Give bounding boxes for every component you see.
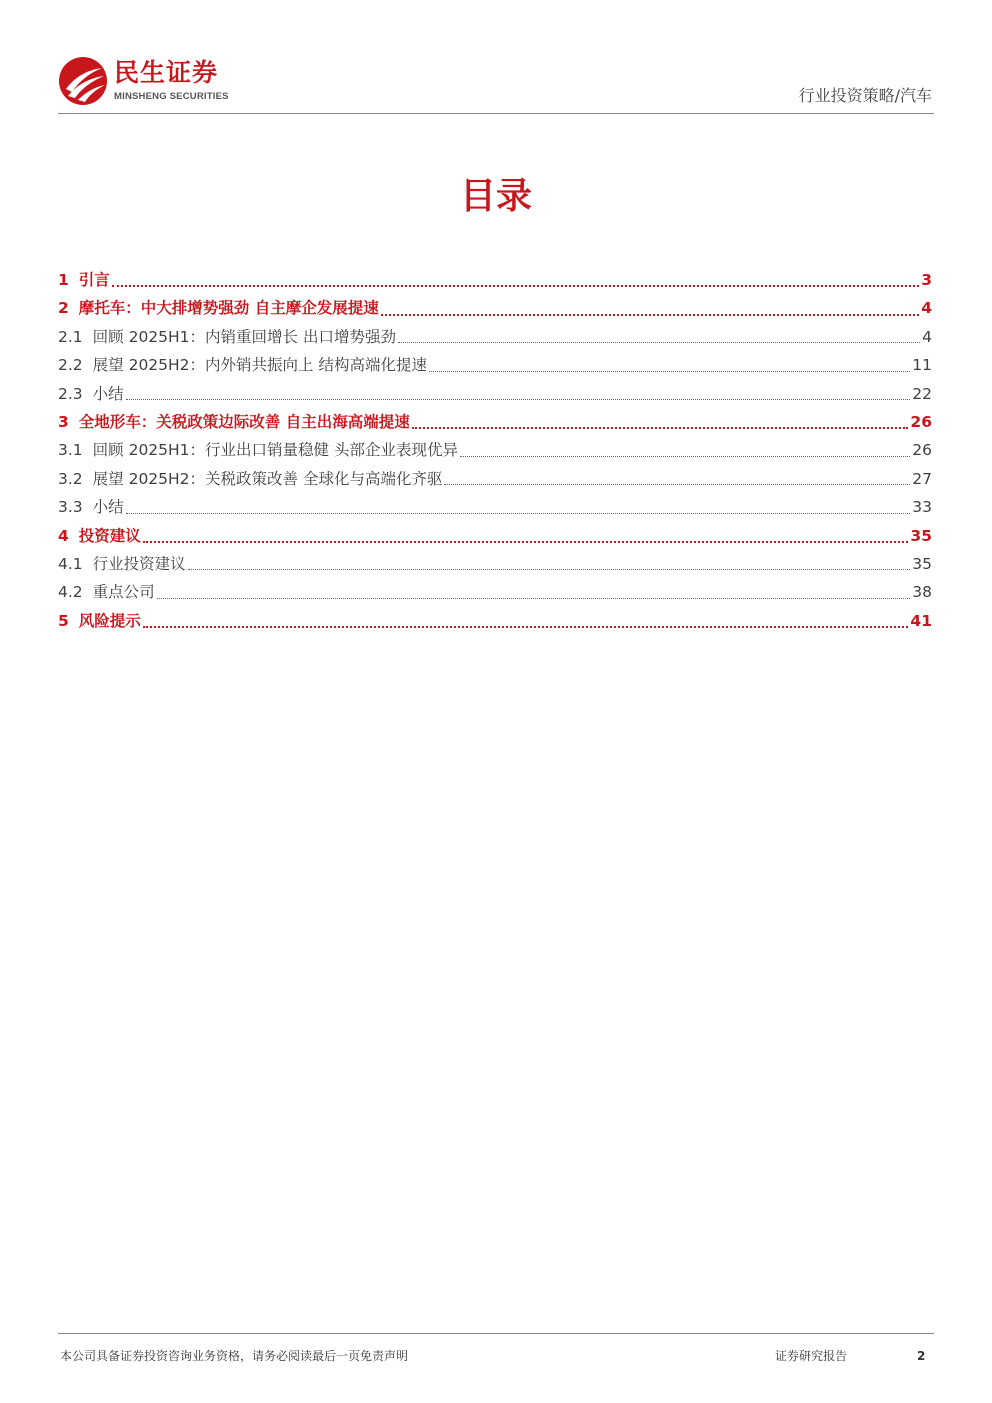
toc-entry[interactable] <box>58 266 932 294</box>
toc-entry-page: 35 <box>910 526 932 545</box>
toc-entry[interactable] <box>58 493 932 521</box>
toc-entry[interactable] <box>58 578 932 606</box>
page-title: 目录 <box>459 176 532 217</box>
toc-entry-number: 4.2 <box>58 583 83 602</box>
toc-entry-number: 2.1 <box>58 327 83 346</box>
table-of-contents <box>58 266 932 635</box>
toc-dot-leader <box>412 426 909 429</box>
toc-entry[interactable] <box>58 323 932 351</box>
toc-dot-leader <box>157 597 911 599</box>
page-header <box>0 0 992 116</box>
toc-entry-label: 投资建议 <box>78 526 141 545</box>
toc-entry-number: 3 <box>58 412 69 431</box>
footer-divider <box>58 1333 934 1334</box>
toc-dot-leader <box>381 313 920 316</box>
toc-entry-label: 小结 <box>92 384 124 403</box>
toc-dot-leader <box>112 284 919 287</box>
toc-entry[interactable] <box>58 522 932 550</box>
toc-entry-page: 38 <box>912 583 932 602</box>
toc-entry-label: 行业投资建议 <box>92 554 186 573</box>
footer-report-type: 证券研究报告 <box>775 1349 848 1363</box>
toc-dot-leader <box>143 625 909 628</box>
toc-dot-leader <box>444 483 910 485</box>
toc-entry-page: 4 <box>921 299 932 318</box>
header-divider <box>58 113 934 114</box>
toc-entry-label: 重点公司 <box>92 583 155 602</box>
toc-entry[interactable] <box>58 380 932 408</box>
logo-english-text: MINSHENG SECURITIES <box>114 91 229 102</box>
toc-entry[interactable] <box>58 351 932 379</box>
toc-entry-page: 26 <box>912 441 932 460</box>
toc-entry-page: 41 <box>910 611 932 630</box>
toc-entry-page: 33 <box>912 498 932 517</box>
toc-entry-label: 全地形车：关税政策边际改善 自主出海高端提速 <box>78 412 410 431</box>
toc-dot-leader <box>398 341 920 343</box>
toc-entry-page: 22 <box>912 384 932 403</box>
toc-entry-number: 4 <box>58 526 69 545</box>
toc-entry-label: 展望 2025H2：关税政策改善 全球化与高端化齐驱 <box>92 469 443 488</box>
toc-entry-number: 3.3 <box>58 498 83 517</box>
toc-entry-number: 1 <box>58 271 69 289</box>
toc-entry-page: 26 <box>910 412 932 431</box>
minsheng-logo-icon <box>58 56 108 106</box>
logo-chinese-text: 民生证券 <box>114 58 219 87</box>
toc-dot-leader <box>429 370 910 372</box>
toc-entry-number: 3.1 <box>58 441 83 460</box>
toc-entry-label: 回顾 2025H1：行业出口销量稳健 头部企业表现优异 <box>92 441 458 460</box>
toc-entry-label: 摩托车：中大排增势强劲 自主摩企发展提速 <box>78 299 379 318</box>
toc-entry-page: 11 <box>912 356 932 375</box>
toc-entry-page: 3 <box>921 271 932 289</box>
toc-entry-label: 引言 <box>78 271 110 289</box>
toc-entry[interactable] <box>58 465 932 493</box>
toc-entry-page: 35 <box>912 554 932 573</box>
toc-entry-page: 27 <box>912 469 932 488</box>
footer-disclaimer: 本公司具备证券投资咨询业务资格，请务必阅读最后一页免责声明 <box>60 1349 409 1363</box>
toc-entry-number: 2 <box>58 299 69 318</box>
toc-entry[interactable] <box>58 436 932 464</box>
toc-entry-label: 回顾 2025H1：内销重回增长 出口增势强劲 <box>92 327 396 346</box>
toc-entry[interactable] <box>58 294 932 322</box>
toc-entry-number: 3.2 <box>58 469 83 488</box>
toc-dot-leader <box>126 398 911 400</box>
toc-entry-number: 5 <box>58 611 69 630</box>
toc-dot-leader <box>143 540 909 543</box>
report-category: 行业投资策略/汽车 <box>798 86 932 105</box>
toc-entry-label: 小结 <box>92 498 124 517</box>
toc-entry-label: 展望 2025H2：内外销共振向上 结构高端化提速 <box>92 356 427 375</box>
toc-entry-page: 4 <box>922 327 932 346</box>
toc-entry[interactable] <box>58 607 932 635</box>
toc-entry[interactable] <box>58 550 932 578</box>
toc-dot-leader <box>126 512 911 514</box>
toc-entry-number: 2.2 <box>58 356 83 375</box>
toc-entry-number: 2.3 <box>58 384 83 403</box>
toc-dot-leader <box>460 455 910 457</box>
footer-page-number: 2 <box>917 1349 926 1363</box>
toc-entry[interactable] <box>58 408 932 436</box>
toc-dot-leader <box>188 568 911 570</box>
toc-entry-number: 4.1 <box>58 554 83 573</box>
toc-entry-label: 风险提示 <box>78 611 141 630</box>
